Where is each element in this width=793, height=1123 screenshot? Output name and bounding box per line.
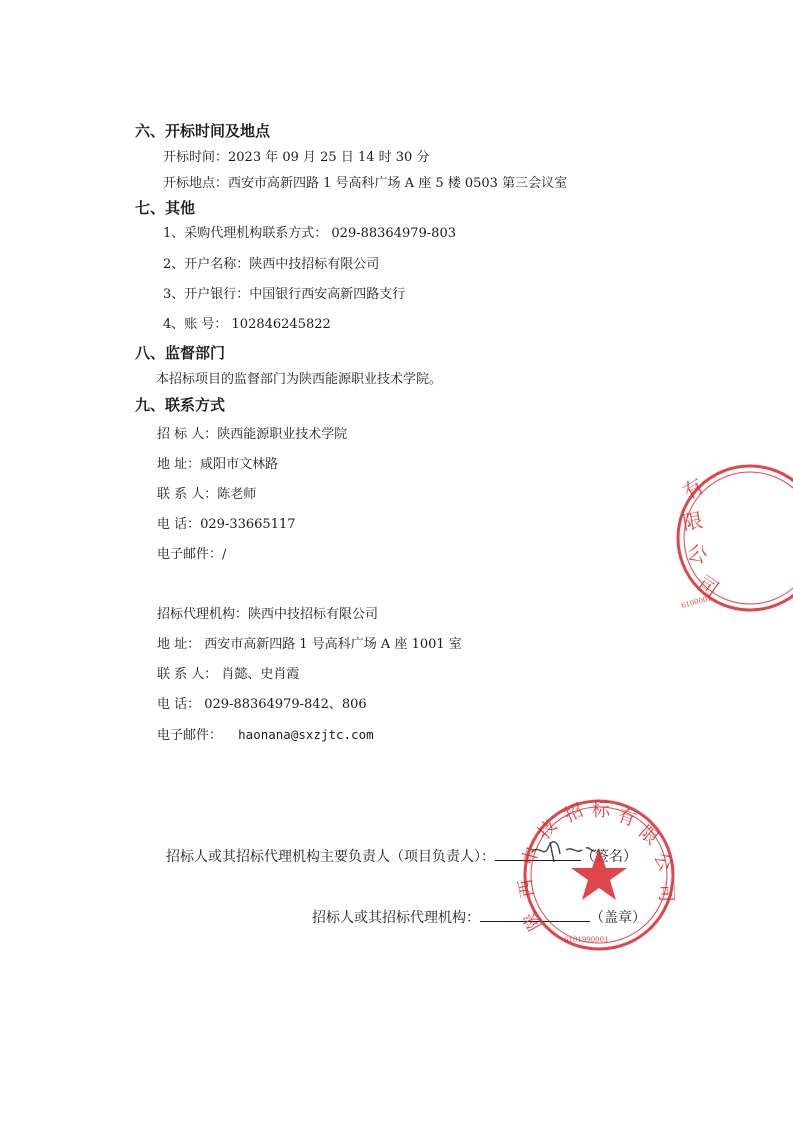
svg-text:司: 司 (693, 570, 724, 602)
svg-text:西: 西 (515, 877, 539, 899)
tenderer-phone: 电 话：029-33665117 (157, 517, 296, 532)
supervision-text: 本招标项目的监督部门为陕西能源职业技术学院。 (156, 372, 443, 387)
other-item: 3、开户银行：中国银行西安高新四路支行 (163, 287, 406, 302)
other-item: 2、开户名称：陕西中技招标有限公司 (163, 257, 380, 272)
agency-email-label: 电子邮件： (157, 728, 223, 743)
signature-label: 招标人或其招标代理机构主要负责人（项目负责人）： (166, 849, 495, 865)
opening-place: 开标地点：西安市高新四路 1 号高科广场 A 座 5 楼 0503 第三会议室 (163, 176, 568, 191)
agency-contact: 联 系 人： 肖懿、史肖霞 (157, 667, 300, 682)
svg-text:公: 公 (649, 849, 677, 875)
section7-heading: 七、其他 (135, 199, 196, 217)
agency-email: haonana@sxzjtc.com (238, 727, 374, 742)
svg-text:有: 有 (614, 804, 639, 831)
section8-heading: 八、监督部门 (135, 344, 226, 362)
svg-text:中: 中 (518, 844, 544, 868)
svg-text:司: 司 (655, 884, 676, 902)
seal-suffix: （盖章） (590, 910, 646, 926)
agency-email-row (157, 729, 374, 742)
svg-text:有: 有 (678, 473, 708, 505)
agency-phone: 电 话： 029-88364979-842、806 (157, 697, 367, 712)
tenderer-name: 招 标 人：陕西能源职业技术学院 (157, 427, 348, 442)
opening-time: 开标时间：2023 年 09 月 25 日 14 时 30 分 (163, 150, 430, 165)
company-seal (515, 796, 678, 954)
svg-text:限: 限 (680, 507, 705, 535)
agency-name: 招标代理机构：陕西中技招标有限公司 (157, 607, 379, 622)
svg-text:限: 限 (634, 821, 663, 850)
svg-text:技: 技 (533, 815, 562, 844)
other-item: 1、采购代理机构联系方式： 029-88364979-803 (163, 226, 456, 241)
signature-suffix: （签名） (581, 849, 637, 865)
svg-text:标: 标 (592, 800, 610, 821)
tenderer-address: 地 址：咸阳市文林路 (157, 457, 279, 472)
svg-text:公: 公 (684, 539, 711, 569)
agency-address: 地 址： 西安市高新四路 1 号高科广场 A 座 1001 室 (157, 637, 462, 652)
section6-heading: 六、开标时间及地点 (135, 122, 271, 140)
tenderer-contact: 联 系 人：陈老师 (157, 487, 257, 502)
svg-text:6101990001: 6101990001 (564, 936, 609, 944)
seal-label: 招标人或其招标代理机构： (312, 910, 480, 926)
svg-text:6100001: 6100001 (680, 594, 713, 610)
tenderer-email: 电子邮件：/ (157, 547, 227, 562)
company-seal-partial (668, 458, 793, 618)
svg-text:招: 招 (561, 799, 587, 827)
section9-heading: 九、联系方式 (135, 396, 226, 414)
svg-text:陕: 陕 (519, 907, 547, 934)
other-item: 4、账 号： 102846245822 (163, 317, 331, 332)
